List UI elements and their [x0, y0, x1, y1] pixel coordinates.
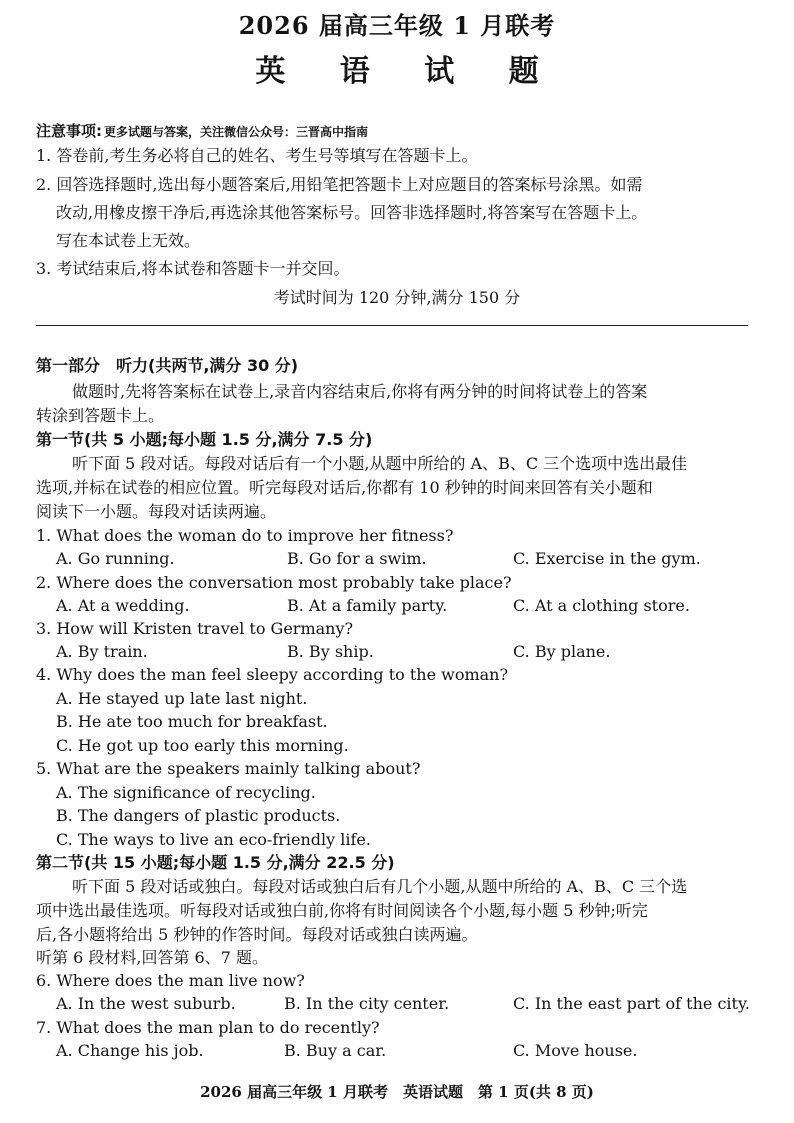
subject-title: 英 语 试 题	[255, 54, 561, 89]
section1-intro-line-3: 阅读下一小题。每段对话读两遍。	[36, 502, 277, 521]
notice-item-2-line-2: 改动,用橡皮擦干净后,再选涂其他答案标号。回答非选择题时,将答案写在答题卡上。	[56, 203, 648, 222]
question-4-stem: 4. Why does the man feel sleepy according to the woman?	[36, 665, 509, 684]
part1-intro-line-2: 转涂到答题卡上。	[36, 406, 165, 425]
question-6-option-b: B. In the city center.	[284, 994, 450, 1013]
question-3-stem: 3. How will Kristen travel to Germany?	[36, 619, 354, 638]
notice-heading-label: 注意事项:	[36, 122, 102, 140]
exam-title: 2026 届高三年级 1 月联考	[238, 11, 556, 40]
notice-heading	[36, 120, 368, 141]
question-5-stem: 5. What are the speakers mainly talking about?	[36, 759, 421, 778]
question-7-option-c: C. Move house.	[513, 1041, 638, 1060]
question-5-option-b: B. The dangers of plastic products.	[56, 806, 341, 825]
question-1-option-b: B. Go for a swim.	[287, 549, 427, 568]
question-4-option-c: C. He got up too early this morning.	[56, 736, 349, 755]
question-6-option-a: A. In the west suburb.	[56, 994, 236, 1013]
question-4-option-a: A. He stayed up late last night.	[56, 689, 308, 708]
section1-heading: 第一节(共 5 小题;每小题 1.5 分,满分 7.5 分)	[36, 430, 373, 449]
section1-intro-line-2: 选项,并标在试卷的相应位置。听完每段对话后,你都有 10 秒钟的时间来回答有关小题和	[36, 478, 653, 497]
notice-item-1: 1. 答卷前,考生务必将自己的姓名、考生号等填写在答题卡上。	[36, 146, 478, 165]
question-2-option-a: A. At a wedding.	[56, 596, 190, 615]
section2-intro-line-1: 听下面 5 段对话或独白。每段对话或独白后有几个小题,从题中所给的 A、B、C 三个选	[72, 877, 688, 896]
section1-intro-line-1: 听下面 5 段对话。每段对话后有一个小题,从题中所给的 A、B、C 三个选项中选出最佳	[72, 454, 688, 473]
question-1-option-a: A. Go running.	[56, 549, 175, 568]
notice-item-3: 3. 考试结束后,将本试卷和答题卡一并交回。	[36, 259, 350, 278]
question-6-option-c: C. In the east part of the city.	[513, 994, 750, 1013]
notice-item-2-line-3: 写在本试卷上无效。	[56, 231, 201, 250]
question-2-stem: 2. Where does the conversation most probably take place?	[36, 573, 512, 592]
question-1-stem: 1. What does the woman do to improve her fitness?	[36, 526, 454, 545]
question-7-stem: 7. What does the man plan to do recently?	[36, 1018, 380, 1037]
question-5-option-a: A. The significance of recycling.	[56, 783, 316, 802]
notice-subheading: 更多试题与答案，关注微信公众号：三晋高中指南	[104, 125, 369, 139]
question-7-option-b: B. Buy a car.	[284, 1041, 387, 1060]
question-4-option-b: B. He ate too much for breakfast.	[56, 712, 328, 731]
divider-line	[36, 325, 748, 326]
question-3-option-a: A. By train.	[56, 642, 148, 661]
question-1-option-c: C. Exercise in the gym.	[513, 549, 701, 568]
question-6-stem: 6. Where does the man live now?	[36, 971, 305, 990]
question-2-option-c: C. At a clothing store.	[513, 596, 690, 615]
part1-heading: 第一部分 听力(共两节,满分 30 分)	[36, 356, 299, 375]
page-footer: 2026 届高三年级 1 月联考 英语试题 第 1 页(共 8 页)	[200, 1083, 594, 1101]
notice-item-2-line-1: 2. 回答选择题时,选出每小题答案后,用铅笔把答题卡上对应题目的答案标号涂黑。如需	[36, 175, 643, 194]
question-3-option-b: B. By ship.	[287, 642, 374, 661]
question-2-option-b: B. At a family party.	[287, 596, 448, 615]
section2-intro-line-2: 项中选出最佳选项。听每段对话或独白前,你将有时间阅读各个小题,每小题 5 秒钟;听完	[36, 901, 648, 920]
question-7-option-a: A. Change his job.	[56, 1041, 204, 1060]
exam-time: 考试时间为 120 分钟,满分 150 分	[273, 288, 521, 307]
section2-intro-line-3: 后,各小题将给出 5 秒钟的作答时间。每段对话或独白读两遍。	[36, 925, 478, 944]
section2-heading: 第二节(共 15 小题;每小题 1.5 分,满分 22.5 分)	[36, 853, 395, 872]
question-5-option-c: C. The ways to live an eco-friendly life.	[56, 830, 371, 849]
material-6-instruction: 听第 6 段材料,回答第 6、7 题。	[36, 948, 268, 967]
question-3-option-c: C. By plane.	[513, 642, 611, 661]
part1-intro-line-1: 做题时,先将答案标在试卷上,录音内容结束后,你将有两分钟的时间将试卷上的答案	[72, 382, 648, 401]
